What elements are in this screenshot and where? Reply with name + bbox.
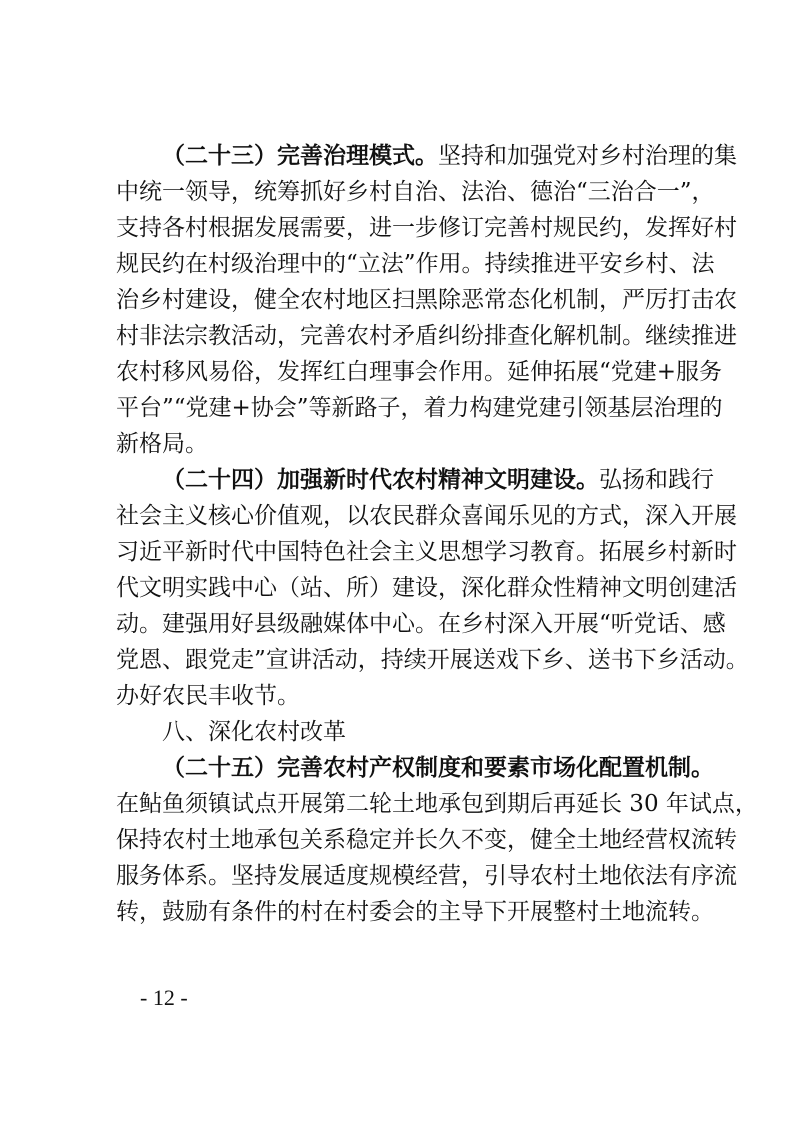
paragraph-24-line-6: 党恩、跟党走”宣讲活动，持续开展送戏下乡、送书下乡活动。: [116, 647, 749, 673]
section-heading-8: 八、深化农村改革: [162, 719, 346, 745]
paragraph-23-title: （二十三）完善治理模式。: [162, 142, 438, 169]
paragraph-23-line-9: 新格局。: [116, 431, 208, 457]
paragraph-25-line-4: 转，鼓励有条件的村在村委会的主导下开展整村土地流转。: [116, 899, 714, 925]
paragraph-24-line-2: 社会主义核心价值观，以农民群众喜闻乐见的方式，深入开展: [116, 503, 737, 529]
paragraph-23-line-1: [116, 138, 737, 174]
paragraph-24-line-1: [116, 462, 714, 498]
paragraph-23-line-6: 村非法宗教活动，完善农村矛盾纠纷排查化解机制。继续推进: [116, 323, 737, 349]
paragraph-24-text: 弘扬和践行: [599, 467, 714, 493]
paragraph-23-line-3: 支持各村根据发展需要，进一步修订完善村规民约，发挥好村: [116, 215, 737, 241]
paragraph-23-text: 坚持和加强党对乡村治理的集: [438, 143, 737, 169]
paragraph-24-line-4: 代文明实践中心（站、所）建设，深化群众性精神文明创建活: [116, 575, 737, 601]
paragraph-25-title: [116, 750, 714, 786]
paragraph-24-line-7: 办好农民丰收节。: [116, 683, 300, 709]
page-number: - 12 -: [140, 985, 188, 1010]
paragraph-24-title: （二十四）加强新时代农村精神文明建设。: [162, 466, 599, 493]
paragraph-23-line-2: 中统一领导，统筹抓好乡村自治、法治、德治“三治合一”，: [116, 179, 715, 205]
paragraph-24-line-5: 动。建强用好县级融媒体中心。在乡村深入开展“听党话、感: [116, 611, 726, 637]
paragraph-25-title-text: （二十五）完善农村产权制度和要素市场化配置机制。: [162, 754, 714, 781]
paragraph-25-line-1: 在鲇鱼须镇试点开展第二轮土地承包到期后再延长 30 年试点，: [116, 791, 758, 817]
paragraph-23-line-8: 平台”“党建+协会”等新路子，着力构建党建引领基层治理的: [116, 395, 723, 421]
paragraph-23-line-7: 农村移风易俗，发挥红白理事会作用。延伸拓展“党建+服务: [116, 359, 723, 385]
paragraph-24-line-3: 习近平新时代中国特色社会主义思想学习教育。拓展乡村新时: [116, 539, 737, 565]
paragraph-25-line-2: 保持农村土地承包关系稳定并长久不变，健全土地经营权流转: [116, 827, 737, 853]
paragraph-23-line-4: 规民约在村级治理中的“立法”作用。持续推进平安乡村、法: [116, 251, 715, 277]
paragraph-25-line-3: 服务体系。坚持发展适度规模经营，引导农村土地依法有序流: [116, 863, 737, 889]
paragraph-23-line-5: 治乡村建设，健全农村地区扫黑除恶常态化机制，严厉打击农: [116, 287, 737, 313]
